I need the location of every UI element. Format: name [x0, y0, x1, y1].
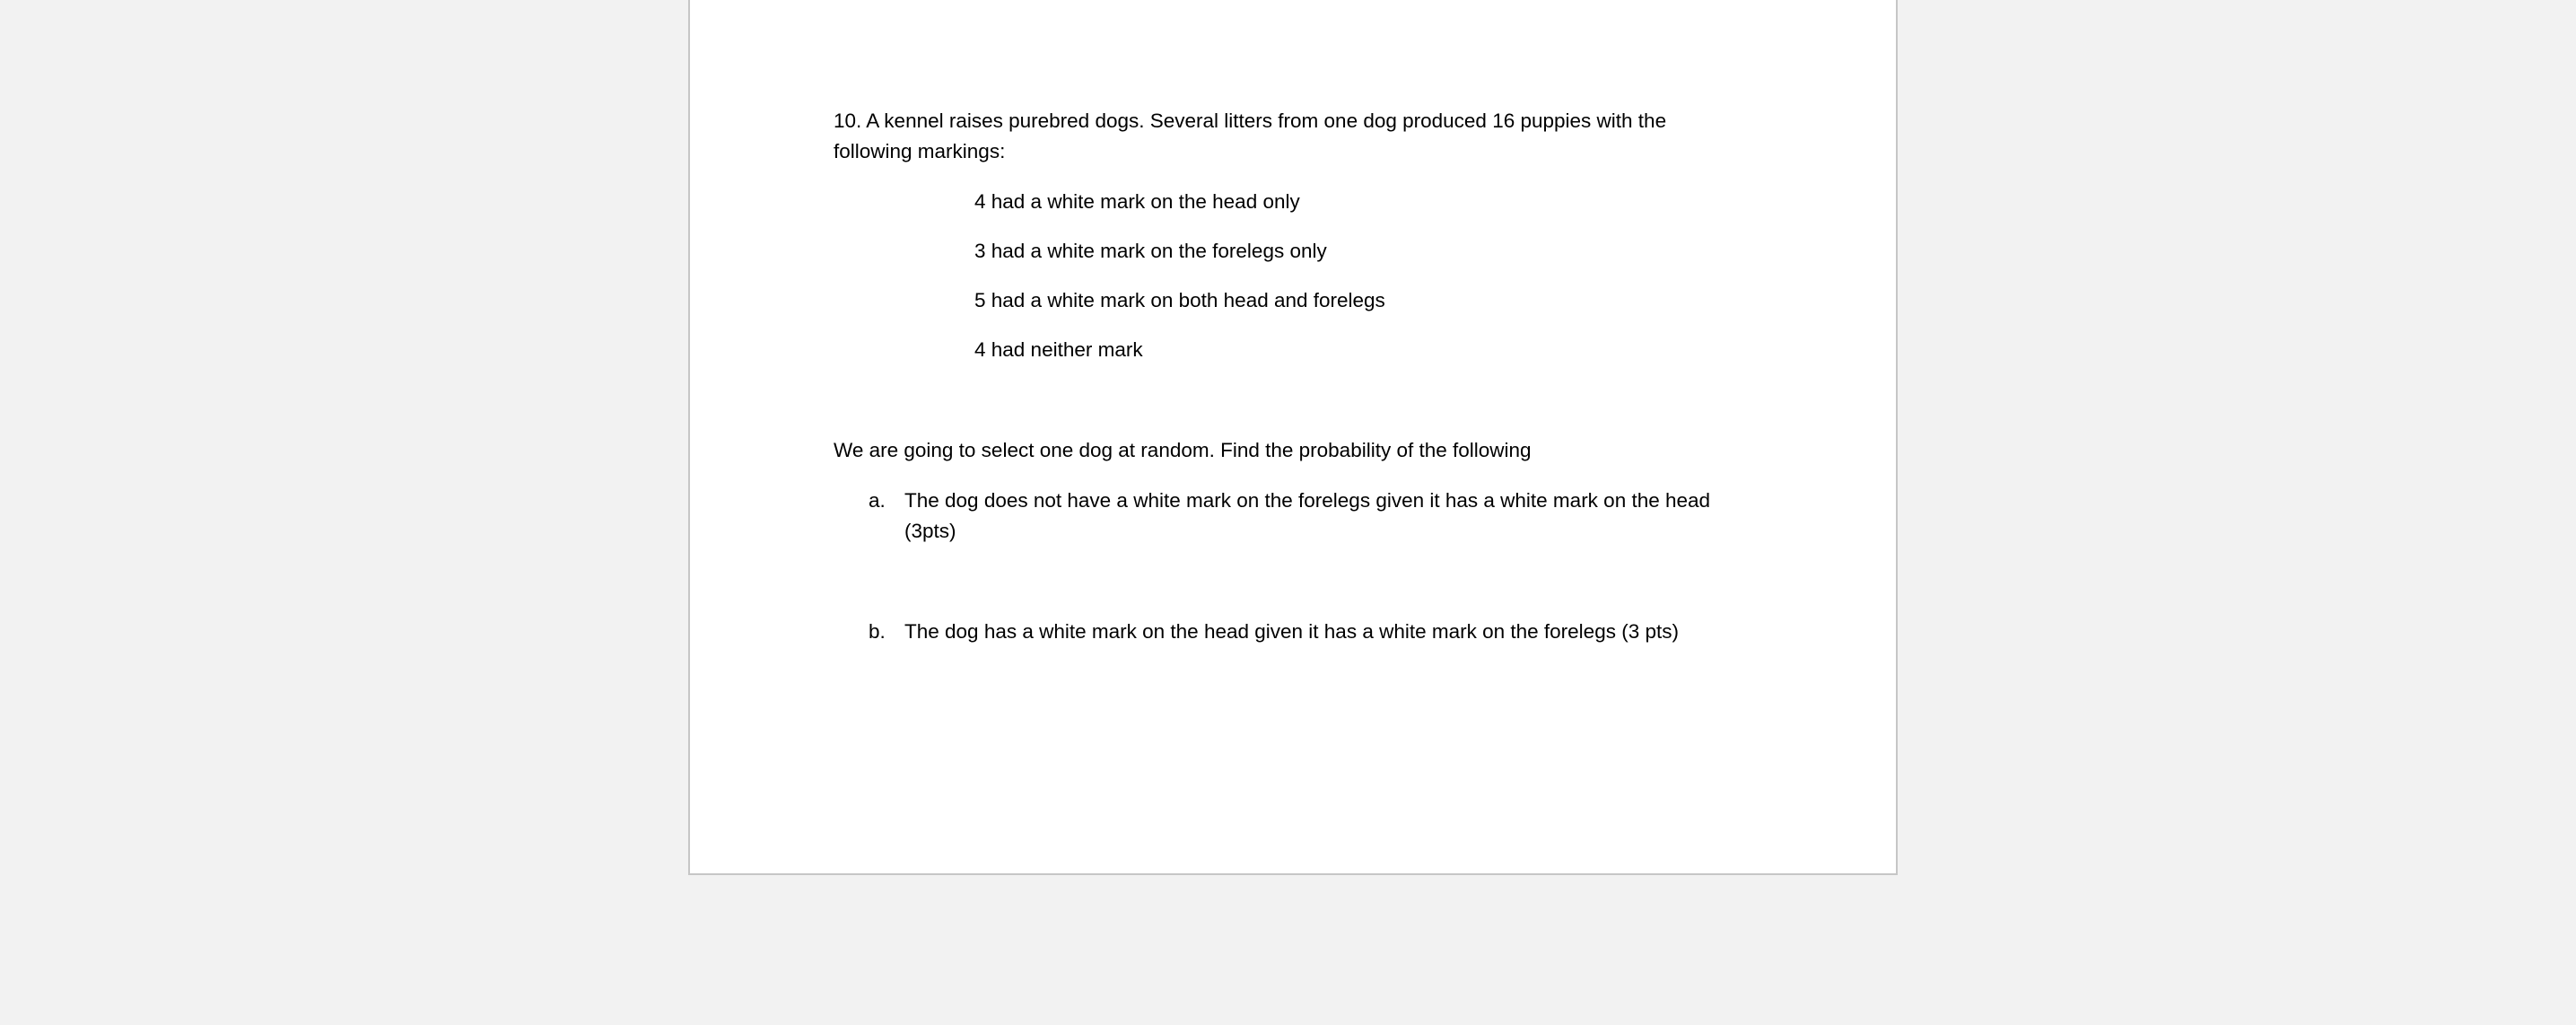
markings-list: [974, 187, 1731, 365]
marking-line: 3 had a white mark on the forelegs only: [974, 240, 1327, 262]
question-text: 10. A kennel raises purebred dogs. Several litters from one dog produced 16 puppies with the following markings:: [834, 110, 1667, 162]
marking-line: 5 had a white mark on both head and forelegs: [974, 289, 1385, 311]
question-part-text: The dog has a white mark on the head given it has a white mark on the forelegs (3 pts): [904, 620, 1679, 643]
page-content: [834, 106, 1731, 647]
question-part-b: [834, 617, 1712, 647]
marking-line: 4 had a white mark on the head only: [974, 190, 1300, 213]
question-part-a: [834, 486, 1712, 547]
question-part-text: The dog does not have a white mark on the forelegs given it has a white mark on the head (3pts): [904, 489, 1711, 542]
instructions-text: We are going to select one dog at random. Find the probability of the following: [834, 439, 1532, 461]
marking-line: 4 had neither mark: [974, 338, 1143, 361]
list-marker: a.: [869, 489, 886, 512]
document-page: [688, 0, 1898, 875]
question-parts: [834, 486, 1731, 647]
list-marker: b.: [869, 620, 886, 643]
